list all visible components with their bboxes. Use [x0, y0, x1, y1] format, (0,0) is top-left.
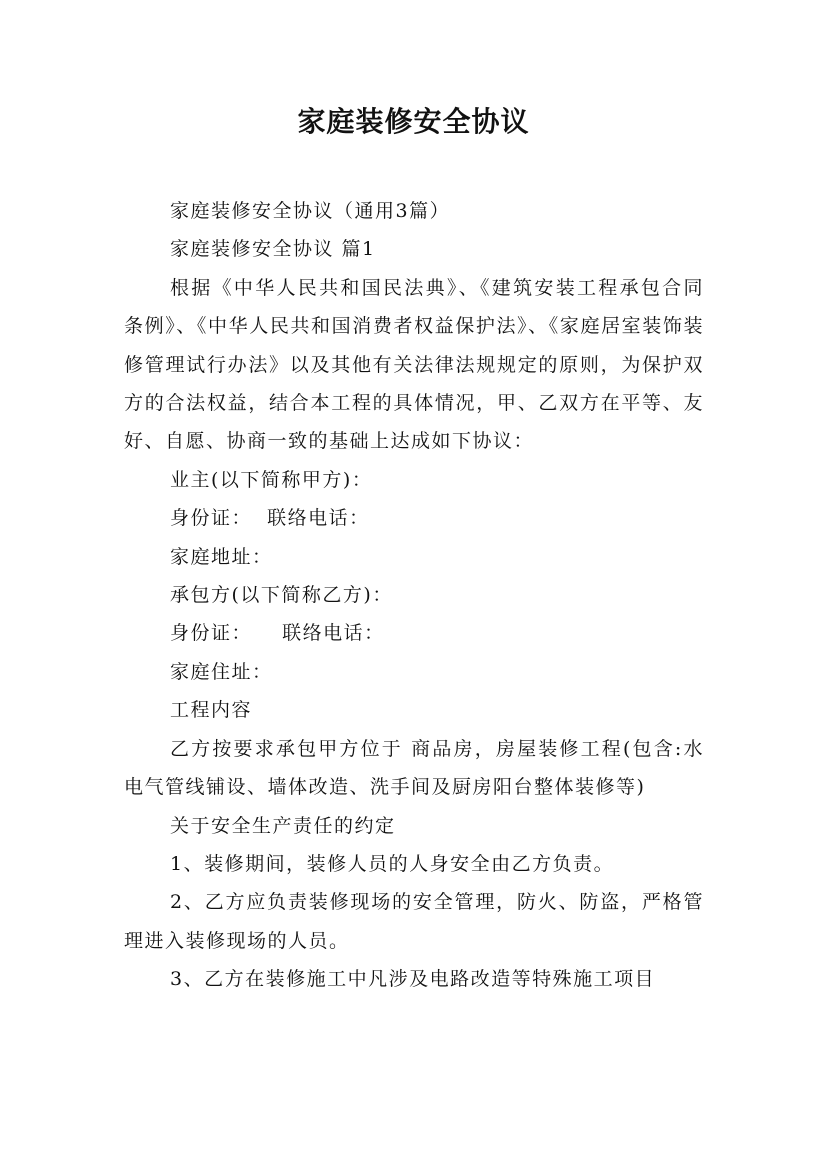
paragraph-work-content-heading: 工程内容	[170, 699, 253, 722]
paragraph-safety-heading: 关于安全生产责任的约定	[170, 814, 396, 837]
paragraph-contractor-address: 家庭住址：	[170, 660, 273, 683]
document-body	[124, 192, 704, 999]
paragraph-clause-1: 1、装修期间，装修人员的人身安全由乙方负责。	[170, 852, 615, 875]
document-title: 家庭装修安全协议	[297, 105, 530, 138]
paragraph-work-content: 乙方按要求承包甲方位于 商品房，房屋装修工程(包含:水电气管线铺设、墙体改造、洗手间及厨房阳台整体装修等)	[124, 737, 704, 799]
paragraph-owner-id-phone: 身份证： 联络电话：	[170, 507, 370, 530]
paragraph-contractor-id-phone: 身份证： 联络电话：	[170, 622, 385, 645]
paragraph-clause-2: 2、乙方应负责装修现场的安全管理，防火、防盗，严格管理进入装修现场的人员。	[124, 891, 704, 952]
paragraph-owner: 业主(以下简称甲方)：	[170, 468, 373, 491]
paragraph-clause-3: 3、乙方在装修施工中凡涉及电路改造等特殊施工项目	[170, 968, 656, 991]
paragraph-owner-address: 家庭地址：	[170, 545, 273, 568]
paragraph-section-heading: 家庭装修安全协议 篇1	[170, 238, 376, 261]
paragraph-subtitle: 家庭装修安全协议（通用3篇）	[170, 200, 451, 222]
paragraph-preamble: 根据《中华人民共和国民法典》、《建筑安装工程承包合同条例》、《中华人民共和国消费者权益保护法》、《家庭居室装饰装修管理试行办法》以及其他有关法律法规规定的原则，为保护双方的合法权益，结合本工程的具体情况，甲、乙双方在平等、友好、自愿、协商一致的基础上达成如下协议：	[124, 276, 704, 453]
paragraph-contractor: 承包方(以下简称乙方)：	[170, 584, 393, 607]
